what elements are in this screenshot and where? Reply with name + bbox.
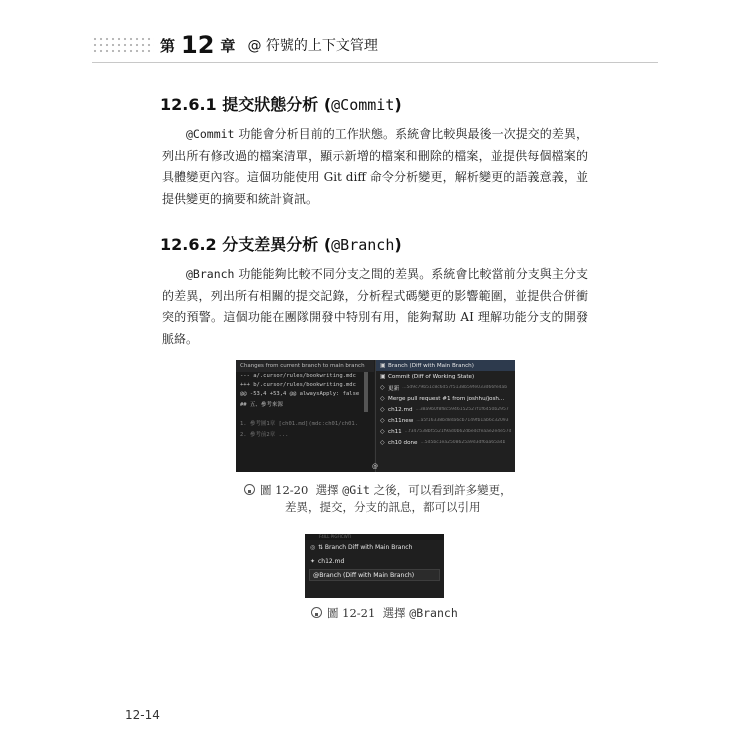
commit-icon: ▣ bbox=[380, 373, 386, 380]
header-dot-pattern bbox=[92, 36, 154, 54]
section-heading-branch bbox=[160, 232, 402, 255]
git-commit-icon: ◇ bbox=[380, 406, 385, 413]
diff-line: 1. 參考圖1章 [ch01.md](mdc:ch01/ch01. bbox=[240, 421, 359, 428]
chapter-title: @ 符號的上下文管理 bbox=[247, 38, 378, 54]
menu-item-label: ⇅ Branch Diff with Main Branch bbox=[318, 543, 413, 551]
menu-item-label: Branch (Diff with Main Branch) bbox=[388, 362, 474, 369]
menu-item-label: ch11new bbox=[388, 417, 414, 424]
git-commit-icon: ◇ bbox=[380, 439, 385, 446]
paragraph-text: 功能會分析目前的工作狀態。系統會比較與最後一次提交的差異，列出所有修改過的檔案清單，顯示新增的檔案和刪除的檔案，並提供每個檔案的具體變更內容。這個功能使用 Git diff 命令分析變更，解析變更的語義意義，並提供變更的摘要和統計資訊。 bbox=[162, 127, 588, 206]
header-rule bbox=[92, 62, 658, 63]
page-number: 12-14 bbox=[125, 708, 160, 722]
caption-text: 選擇 bbox=[382, 606, 410, 620]
section-heading-commit bbox=[160, 92, 402, 115]
menu-item-ch12[interactable] bbox=[376, 404, 515, 415]
menu-item-branch-diff[interactable] bbox=[305, 540, 444, 554]
figure-caption-12-20 bbox=[244, 482, 512, 498]
diff-line: --- a/.cursor/rules/bookwriting.mdc bbox=[240, 373, 356, 380]
commit-hash: ...5d5bc1ea2508625a9d3df6aa65a4b bbox=[420, 440, 506, 445]
menu-item-ch10[interactable] bbox=[376, 437, 515, 448]
commit-hash: ...5d9c79b51c8c6d57f5138b59fe033d66fe4ab bbox=[402, 385, 508, 390]
chapter-header bbox=[160, 30, 378, 60]
caption-code: @Git bbox=[342, 483, 370, 497]
figure-caption-12-20-line2: 差異，提交，分支的訊息，都可以引用 bbox=[285, 500, 481, 514]
menu-item-label: ch12.md bbox=[318, 557, 345, 565]
figure-branch-screenshot bbox=[305, 534, 444, 598]
diff-line: @@ -53,4 +53,4 @@ alwaysApply: false bbox=[240, 390, 360, 397]
menu-item-merge[interactable] bbox=[376, 393, 515, 404]
paragraph-commit bbox=[162, 124, 588, 210]
menu-item-ch11new[interactable] bbox=[376, 415, 515, 426]
diff-line: ## 五、參考來源 bbox=[240, 401, 283, 408]
heading-close: ) bbox=[394, 235, 402, 254]
branch-icon: ◎ bbox=[310, 543, 316, 551]
chat-input[interactable]: @Branch (Diff with Main Branch) bbox=[309, 569, 440, 581]
diff-panel-title: Changes from current branch to main branch bbox=[236, 360, 374, 372]
truncated-header: F4ILL PIGFICWTI bbox=[305, 534, 444, 540]
caption-label: 圖 12-20 bbox=[260, 483, 309, 497]
at-input-cursor[interactable]: @ bbox=[372, 463, 378, 470]
paragraph-text: 功能能夠比較不同分支之間的差異。系統會比較當前分支與主分支的差異，列出所有相關的提交記錄，分析程式碼變更的影響範圍，並提供合併衝突的預警。這個功能在團隊開發中特別有用，能夠幫助 AI 理解功能分支的開發脈絡。 bbox=[162, 267, 588, 346]
heading-text: 12.6.2 分支差異分析 ( bbox=[160, 235, 332, 254]
heading-close: ) bbox=[394, 95, 402, 114]
git-commit-icon: ◇ bbox=[380, 417, 385, 424]
inline-code: @Branch bbox=[186, 267, 235, 281]
chapter-suffix: 章 bbox=[220, 36, 236, 55]
figure-caption-icon bbox=[244, 484, 255, 495]
menu-item-label: 更新 bbox=[388, 385, 400, 392]
diff-line: 2. 參考前2章 ... bbox=[240, 432, 289, 439]
menu-item-label: ch11 bbox=[388, 428, 402, 435]
commit-hash: ...a5f16338bd8da6cb7149fb1ab6c32093 bbox=[416, 418, 509, 423]
diff-line: +++ b/.cursor/rules/bookwriting.mdc bbox=[240, 382, 356, 389]
git-commit-icon: ◇ bbox=[380, 428, 385, 435]
caption-label: 圖 12-21 bbox=[327, 606, 376, 620]
menu-item-branch[interactable] bbox=[376, 360, 515, 371]
menu-item-file[interactable] bbox=[305, 554, 444, 568]
caption-code: @Branch bbox=[409, 606, 458, 620]
caption-text: 之後，可以看到許多變更， bbox=[369, 483, 512, 497]
menu-item-label: Commit (Diff of Working State) bbox=[388, 373, 475, 380]
menu-item-ch11[interactable] bbox=[376, 426, 515, 437]
menu-item-label: ch12.md bbox=[388, 406, 413, 413]
heading-code: @Branch bbox=[331, 236, 395, 254]
git-commit-icon: ◇ bbox=[380, 384, 385, 391]
heading-text: 12.6.1 提交狀態分析 ( bbox=[160, 95, 332, 114]
heading-code: @Commit bbox=[331, 96, 395, 114]
menu-item-label: ch10 done bbox=[388, 439, 418, 446]
diff-panel bbox=[236, 360, 374, 472]
scrollbar[interactable] bbox=[364, 372, 368, 412]
git-commit-icon: ◇ bbox=[380, 395, 385, 402]
commit-hash: ...38a9b0f8f8c5946152527f1f6450b2957 bbox=[415, 407, 509, 412]
chapter-number: 12 bbox=[181, 31, 215, 59]
figure-caption-12-21 bbox=[311, 605, 458, 621]
inline-code: @Commit bbox=[186, 127, 235, 141]
menu-item-commit[interactable] bbox=[376, 371, 515, 382]
paragraph-branch bbox=[162, 264, 588, 350]
git-context-menu bbox=[375, 360, 515, 472]
file-icon: ✦ bbox=[310, 557, 316, 565]
menu-item-commit-update[interactable] bbox=[376, 382, 515, 393]
chapter-prefix: 第 bbox=[160, 36, 176, 55]
branch-icon: ▣ bbox=[380, 362, 386, 369]
caption-text: 選擇 bbox=[315, 483, 343, 497]
figure-caption-icon bbox=[311, 607, 322, 618]
commit-hash: ...f347538bf5521f9ad0b62dbedcfeaae2e4e57d bbox=[404, 429, 511, 434]
diff-line bbox=[236, 409, 374, 418]
menu-item-label: Merge pull request #1 from joshhu/josh... bbox=[388, 395, 505, 402]
